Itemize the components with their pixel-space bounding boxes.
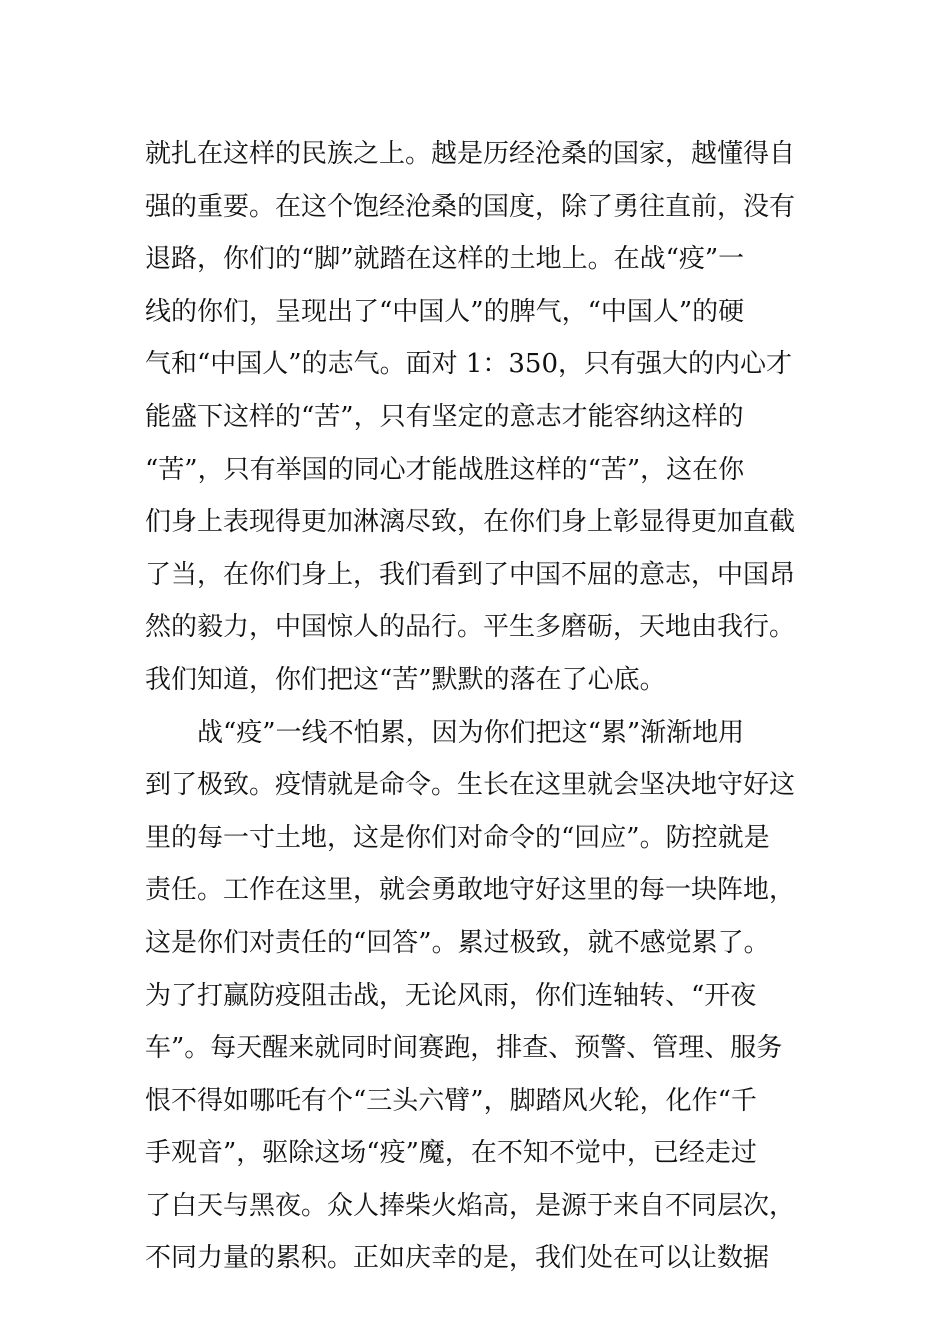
text-line: 这是你们对责任的“回答”。累过极致，就不感觉累了。: [145, 927, 770, 958]
paragraph-start-line: 战“疫”一线不怕累，因为你们把这“累”渐渐地用: [197, 717, 745, 748]
text-line: 恨不得如哪吒有个“三头六臂”，脚踏风火轮，化作“千: [145, 1085, 757, 1116]
text-line: 不同力量的累积。正如庆幸的是，我们处在可以让数据: [145, 1243, 770, 1274]
text-line: 退路，你们的“脚”就踏在这样的土地上。在战“疫”一: [145, 244, 745, 275]
text-line: 里的每一寸土地，这是你们对命令的“回应”。防控就是: [145, 822, 770, 853]
text-line: 了当，在你们身上，我们看到了中国不屈的意志，中国昂: [145, 559, 796, 590]
text-line: 们身上表现得更加淋漓尽致，在你们身上彰显得更加直截: [145, 507, 796, 538]
text-line: 就扎在这样的民族之上。越是历经沧桑的国家，越懂得自: [145, 139, 796, 169]
text-line: “苦”，只有举国的同心才能战胜这样的“苦”，这在你: [145, 454, 745, 485]
text-line: 然的毅力，中国惊人的品行。平生多磨砺，天地由我行。: [145, 612, 796, 643]
text-line: 为了打赢防疫阻击战，无论风雨，你们连轴转、“开夜: [145, 980, 757, 1011]
text-line: 我们知道，你们把这“苦”默默的落在了心底。: [145, 664, 666, 695]
text-line: 了白天与黑夜。众人捧柴火焰高，是源于来自不同层次，: [145, 1190, 796, 1221]
body-text: [145, 128, 815, 1285]
text-line: 气和“中国人”的志气。面对 1：350，只有强大的内心才: [145, 349, 793, 380]
text-line: 手观音”，驱除这场“疫”魔，在不知不觉中，已经走过: [145, 1138, 757, 1169]
text-line: 线的你们，呈现出了“中国人”的脾气，“中国人”的硬: [145, 296, 745, 327]
text-line: 车”。每天醒来就同时间赛跑，排查、预警、管理、服务: [145, 1033, 783, 1064]
text-line: 强的重要。在这个饱经沧桑的国度，除了勇往直前，没有: [145, 191, 796, 222]
text-line: 责任。工作在这里，就会勇敢地守好这里的每一块阵地，: [145, 875, 796, 906]
text-line: 能盛下这样的“苦”，只有坚定的意志才能容纳这样的: [145, 401, 744, 432]
text-line: 到了极致。疫情就是命令。生长在这里就会坚决地守好这: [145, 770, 796, 801]
